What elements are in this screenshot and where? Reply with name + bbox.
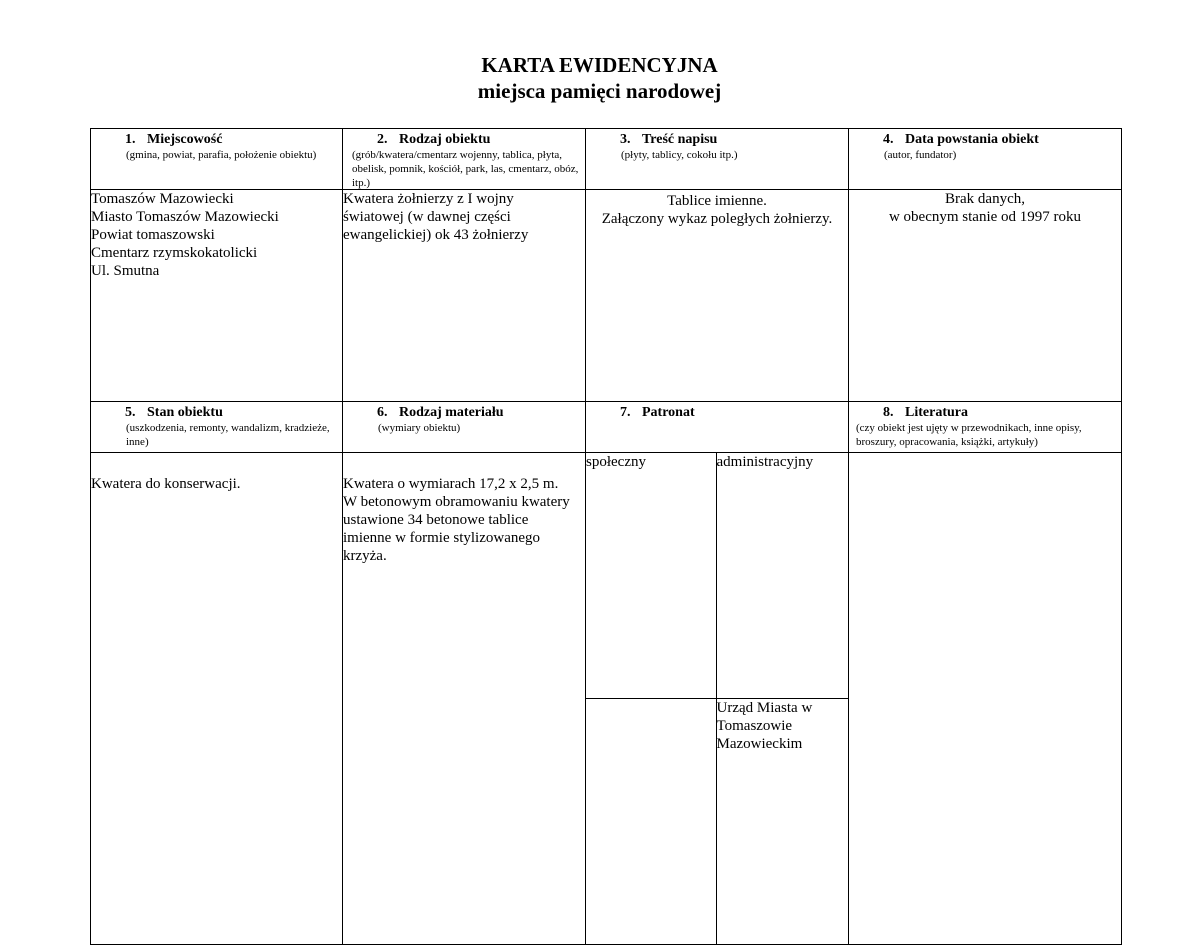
patronat-spoleczny-label: społeczny	[586, 453, 716, 698]
patronat-table	[586, 453, 849, 944]
header-row-2	[91, 402, 1122, 453]
cell-data-powstania: Brak danych, w obecnym stanie od 1997 roku	[849, 190, 1122, 402]
header-tresc-napisu: 3. Treść napisu (płyty, tablicy, cokołu itp.)	[586, 129, 849, 190]
cell-literatura	[849, 453, 1122, 945]
cell-rodzaj-materialu: Kwatera o wymiarach 17,2 x 2,5 m. W betonowym obramowaniu kwatery ustawione 34 betonowe tablice imienne w formie stylizowanego krzyża.	[343, 453, 586, 945]
record-card-table	[90, 128, 1122, 945]
body-row-1	[91, 190, 1122, 402]
cell-rodzaj-obiektu: Kwatera żołnierzy z I wojny światowej (w dawnej części ewangelickiej) ok 43 żołnierzy	[343, 190, 586, 402]
header-miejscowosc: 1. Miejscowość (gmina, powiat, parafia, położenie obiektu)	[91, 129, 343, 190]
header-rodzaj-obiektu: 2. Rodzaj obiektu (grób/kwatera/cmentarz wojenny, tablica, płyta, obelisk, pomnik, kościół, park, las, cmentarz, obóz, itp.)	[343, 129, 586, 190]
header-rodzaj-materialu: 6. Rodzaj materiału (wymiary obiektu)	[343, 402, 586, 453]
cell-stan-obiektu: Kwatera do konserwacji.	[91, 453, 343, 945]
header-literatura: 8. Literatura (czy obiekt jest ujęty w przewodnikach, inne opisy, broszury, opracowania, książki, artykuły)	[849, 402, 1122, 453]
title-main: KARTA EWIDENCYJNA	[481, 53, 718, 77]
cell-tresc-napisu: Tablice imienne. Załączony wykaz poległych żołnierzy.	[586, 190, 849, 402]
patronat-administracyjny-value: Urząd Miasta w Tomaszowie Mazowieckim	[716, 699, 813, 752]
header-row-1	[91, 129, 1122, 190]
header-patronat: 7. Patronat	[586, 402, 849, 453]
body-row-2	[91, 453, 1122, 945]
title-sub: miejsca pamięci narodowej	[477, 79, 722, 103]
cell-miejscowosc: Tomaszów Mazowiecki Miasto Tomaszów Mazowiecki Powiat tomaszowski Cmentarz rzymskokatolicki Ul. Smutna	[91, 190, 343, 402]
header-stan-obiektu: 5. Stan obiektu (uszkodzenia, remonty, wandalizm, kradzieże, inne)	[91, 402, 343, 453]
header-data-powstania: 4. Data powstania obiekt (autor, fundator)	[849, 129, 1122, 190]
cell-patronat	[586, 453, 849, 945]
patronat-spoleczny-value	[586, 698, 716, 944]
document-title	[0, 52, 1199, 104]
patronat-administracyjny-label: administracyjny	[716, 453, 849, 698]
